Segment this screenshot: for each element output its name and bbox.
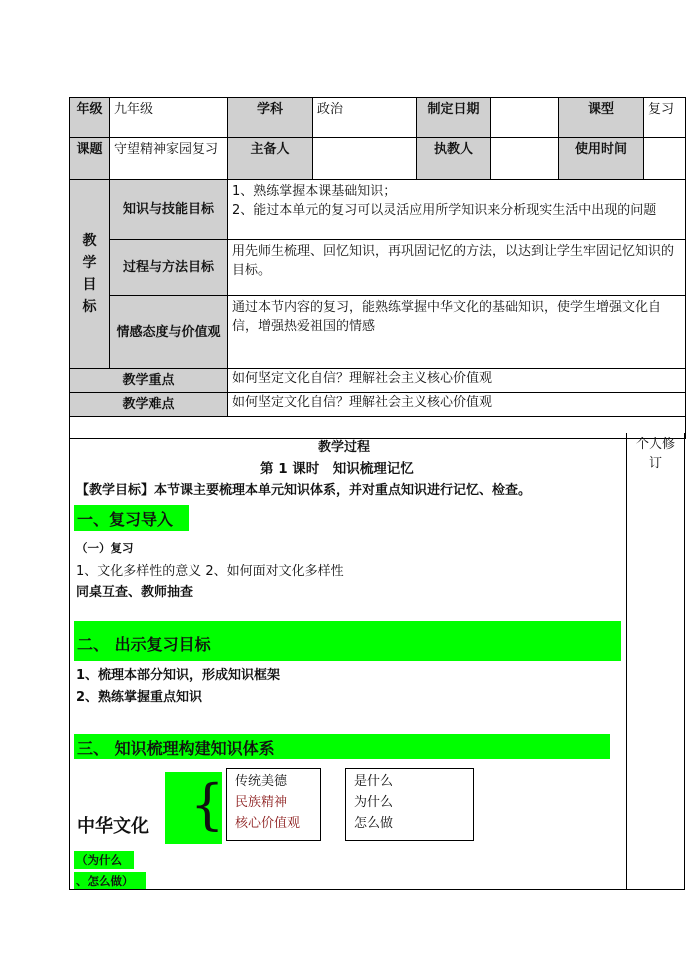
objective-content-2: 用先师生梳理、回忆知识，再巩固记忆的方法，以达到让学生牢固记忆知识的目标。 bbox=[228, 240, 686, 296]
topic-label: 课题 bbox=[70, 138, 110, 180]
section1-check: 同桌互查、教师抽查 bbox=[76, 585, 194, 600]
question-item: 为什么 bbox=[354, 795, 394, 810]
key-point-label: 教学重点 bbox=[70, 369, 228, 393]
subject-label: 学科 bbox=[228, 98, 313, 138]
bottom-note-line-2: 、怎么做） bbox=[76, 874, 134, 888]
note-cell bbox=[627, 433, 685, 890]
objective-name-3: 情感态度与价值观 bbox=[110, 296, 228, 369]
grade-value: 九年级 bbox=[110, 98, 228, 138]
bottom-note-line-1: （为什么 bbox=[76, 853, 122, 867]
teacher-value bbox=[491, 138, 559, 180]
subject-value: 政治 bbox=[313, 98, 417, 138]
date-value bbox=[491, 98, 559, 138]
type-value: 复习 bbox=[644, 98, 686, 138]
questions-box bbox=[345, 768, 474, 841]
section3-heading: 三、 知识梳理构建知识体系 bbox=[77, 739, 275, 758]
difficult-point-value: 如何坚定文化自信？理解社会主义核心价值观 bbox=[228, 393, 686, 417]
topic-value: 守望精神家园复习 bbox=[110, 138, 228, 180]
objective-name-1: 知识与技能目标 bbox=[110, 180, 228, 240]
section2-item-2: 2、熟练掌握重点知识 bbox=[76, 690, 203, 705]
section1-heading: 一、复习导入 bbox=[77, 510, 174, 529]
difficult-point-label: 教学难点 bbox=[70, 393, 228, 417]
type-label: 课型 bbox=[559, 98, 644, 138]
use-time-value bbox=[644, 138, 686, 180]
question-item: 是什么 bbox=[354, 774, 394, 789]
section1-line: 1、文化多样性的意义 2、如何面对文化多样性 bbox=[76, 564, 344, 579]
preparer-value bbox=[313, 138, 417, 180]
grade-label: 年级 bbox=[70, 98, 110, 138]
objective-name-2: 过程与方法目标 bbox=[110, 240, 228, 296]
section1-sub: （一）复习 bbox=[76, 541, 134, 555]
lesson-goal: 【教学目标】本节课主要梳理本单元知识体系，并对重点知识进行记忆、检查。 bbox=[76, 483, 532, 498]
objective-content-1: 1、熟练掌握本课基础知识； 2、能过本单元的复习可以灵活应用所学知识来分析现实生活中出现的问题 bbox=[228, 180, 686, 240]
key-point-value: 如何坚定文化自信？理解社会主义核心价值观 bbox=[228, 369, 686, 393]
branch-item: 传统美德 bbox=[235, 774, 288, 789]
section2-heading: 二、 出示复习目标 bbox=[77, 635, 211, 654]
branch-item: 民族精神 bbox=[235, 795, 288, 810]
note-label: 个人修订 bbox=[635, 437, 675, 471]
preparer-label: 主备人 bbox=[228, 138, 313, 180]
process-title: 教学过程 bbox=[318, 440, 371, 455]
objective-content-3: 通过本节内容的复习，能熟练掌握中华文化的基础知识，使学生增强文化自信，增强热爱祖国的情感 bbox=[228, 296, 686, 369]
section2-item-1: 1、梳理本部分知识，形成知识框架 bbox=[76, 668, 281, 683]
brace-icon: { bbox=[190, 773, 225, 836]
use-time-label: 使用时间 bbox=[559, 138, 644, 180]
question-item: 怎么做 bbox=[354, 816, 394, 831]
date-label: 制定日期 bbox=[417, 98, 491, 138]
objectives-label-text: 教学目标 bbox=[82, 233, 97, 315]
objectives-label bbox=[70, 180, 110, 369]
header-table bbox=[69, 97, 686, 439]
branch-item: 核心价值观 bbox=[235, 816, 301, 831]
branches-box bbox=[226, 768, 321, 841]
lesson-title: 第 1 课时 知识梳理记忆 bbox=[260, 461, 414, 477]
diagram-root: 中华文化 bbox=[77, 816, 149, 837]
teacher-label: 执教人 bbox=[417, 138, 491, 180]
